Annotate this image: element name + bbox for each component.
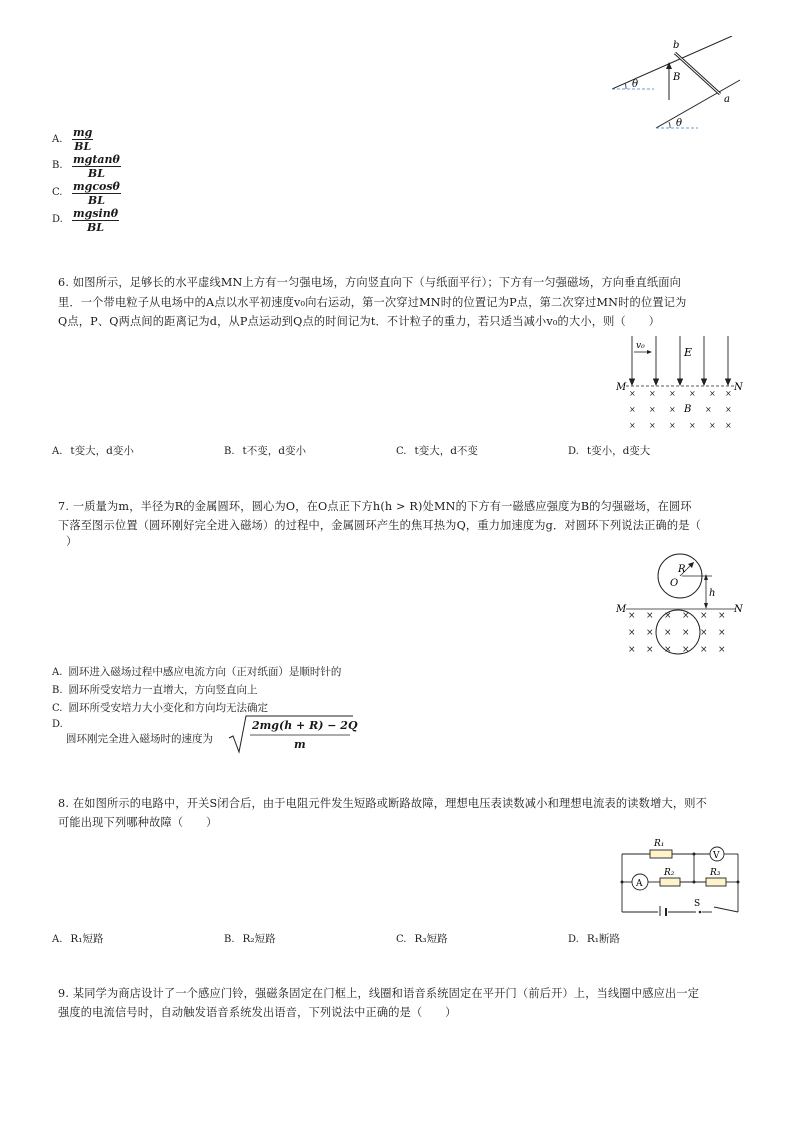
q7-option-d-text: 圆环刚完全进入磁场时的速度为 xyxy=(66,733,213,745)
q6-label-N: N xyxy=(734,382,743,393)
q8-option-a xyxy=(52,931,104,946)
q8-circuit-figure xyxy=(616,834,744,916)
svg-text:×: × xyxy=(689,389,696,398)
q8-label-R3: R₃ xyxy=(710,868,721,878)
q5-option-b-letter: B. xyxy=(52,160,63,171)
q7-stem-line3: ） xyxy=(66,535,78,548)
q8-label-A: A xyxy=(636,879,643,889)
svg-text:×: × xyxy=(629,389,636,398)
q7-option-c-letter: C. xyxy=(52,703,63,714)
q8-option-d xyxy=(568,931,620,946)
q5-label-a: a xyxy=(724,94,730,105)
q6-label-M: M xyxy=(616,382,627,393)
q5-option-b xyxy=(72,153,121,180)
q9-stem-line2: 强度的电流信号时，自动触发语音系统发出语音，下列说法中正确的是（ ） xyxy=(58,1006,457,1019)
q7-option-a xyxy=(52,664,341,679)
svg-text:×: × xyxy=(649,389,656,398)
svg-text:×: × xyxy=(628,611,636,621)
q5-option-a-den: BL xyxy=(72,139,93,153)
q5-label-b: b xyxy=(673,40,680,51)
svg-text:×: × xyxy=(628,628,636,638)
svg-text:×: × xyxy=(682,628,690,638)
q6-figure xyxy=(612,334,752,434)
q7-option-b-letter: B. xyxy=(52,685,63,696)
q5-label-B: B xyxy=(673,72,681,83)
svg-text:×: × xyxy=(646,611,654,621)
q8-label-S: S xyxy=(694,899,701,909)
q7-label-M: M xyxy=(616,604,627,615)
q6-option-a xyxy=(52,443,134,458)
svg-text:×: × xyxy=(664,611,672,621)
q5-option-d-letter: D. xyxy=(52,214,63,225)
q6-option-a-letter: A. xyxy=(52,446,63,457)
q8-option-c-letter: C. xyxy=(396,934,407,945)
q5-option-a-num: mg xyxy=(73,126,93,139)
q7-option-d-den: m xyxy=(294,738,306,751)
q8-label-R2: R₂ xyxy=(664,868,675,878)
q7-label-N: N xyxy=(734,604,743,615)
q6-option-c xyxy=(396,443,478,458)
svg-text:×: × xyxy=(725,389,732,398)
q5-option-c-den: BL xyxy=(72,193,121,207)
q7-option-b xyxy=(52,682,258,697)
q6-label-E: E xyxy=(684,346,693,359)
q8-option-b-text: R₂短路 xyxy=(242,933,276,945)
svg-text:×: × xyxy=(718,611,726,621)
q7-figure xyxy=(612,552,752,658)
svg-text:×: × xyxy=(629,421,636,430)
q8-option-b xyxy=(224,931,276,946)
svg-text:×: × xyxy=(664,628,672,638)
q5-option-c-letter: C. xyxy=(52,187,63,198)
q8-stem-line2: 可能出现下列哪种故障（ ） xyxy=(58,816,218,829)
svg-text:×: × xyxy=(725,405,732,414)
q6-option-c-text: t变大，d不变 xyxy=(414,445,478,457)
q7-option-a-text: 圆环进入磁场过程中感应电流方向（正对纸面）是顺时针的 xyxy=(68,666,342,678)
q8-label-V: V xyxy=(713,851,720,861)
q7-option-c-text: 圆环所受安培力大小变化和方向均无法确定 xyxy=(68,702,268,714)
q6-label-B: B xyxy=(684,404,692,415)
svg-text:×: × xyxy=(682,645,690,655)
q5-option-a-letter: A. xyxy=(52,134,63,145)
svg-text:×: × xyxy=(689,421,696,430)
svg-text:×: × xyxy=(649,421,656,430)
q5-label-theta1: θ xyxy=(632,79,639,90)
q6-option-b-letter: B. xyxy=(224,446,235,457)
svg-text:×: × xyxy=(669,389,676,398)
q5-option-d-num: mgsinθ xyxy=(73,207,119,220)
q7-stem-line1: 7. 一质量为m，半径为R的金属圆环，圆心为O，在O点正下方h(h > R)处MN的下方有一磁感应强度为B的匀强磁场，在圆环 xyxy=(58,500,692,513)
q6-option-b-text: t不变，d变小 xyxy=(242,445,306,457)
q5-option-c-num: mgcosθ xyxy=(73,180,120,193)
q8-option-a-letter: A. xyxy=(52,934,63,945)
svg-text:×: × xyxy=(718,645,726,655)
q7-option-d-num: 2mg(h + R) − 2Q xyxy=(252,719,358,732)
q7-label-O: O xyxy=(670,578,679,589)
q8-option-b-letter: B. xyxy=(224,934,235,945)
q8-option-c-text: R₃短路 xyxy=(414,933,448,945)
svg-text:×: × xyxy=(629,405,636,414)
q7-option-c xyxy=(52,700,268,715)
svg-text:×: × xyxy=(628,645,636,655)
q7-option-d-letter: D. xyxy=(52,719,63,730)
q7-stem-line2: 下落至图示位置（圆环刚好完全进入磁场）的过程中，金属圆环产生的焦耳热为Q，重力加速度为g．对圆环下列说法正确的是（ xyxy=(58,519,702,532)
q7-option-a-letter: A. xyxy=(52,667,63,678)
q9-stem-line1: 9. 某同学为商店设计了一个感应门铃，强磁条固定在门框上，线圈和语音系统固定在平开门（前后开）上，当线圈中感应出一定 xyxy=(58,987,700,1000)
q6-stem-line2: 里．一个带电粒子从电场中的A点以水平初速度v₀向右运动，第一次穿过MN时的位置记为P点，第二次穿过MN时的位置记为 xyxy=(58,296,687,309)
svg-text:×: × xyxy=(664,645,672,655)
svg-text:×: × xyxy=(646,628,654,638)
q5-label-theta2: θ xyxy=(676,118,683,129)
svg-text:×: × xyxy=(705,405,712,414)
q5-option-a xyxy=(72,126,93,153)
q8-stem-line1: 8. 在如图所示的电路中，开关S闭合后，由于电阻元件发生短路或断路故障，理想电压表读数减小和理想电流表的读数增大，则不 xyxy=(58,797,708,810)
svg-text:×: × xyxy=(669,405,676,414)
q8-option-c xyxy=(396,931,448,946)
q8-label-R1: R₁ xyxy=(654,839,665,849)
svg-text:×: × xyxy=(682,611,690,621)
q5-option-d xyxy=(72,207,119,234)
svg-text:×: × xyxy=(700,628,708,638)
q8-option-a-text: R₁短路 xyxy=(70,933,104,945)
q6-option-c-letter: C. xyxy=(396,446,407,457)
svg-text:×: × xyxy=(725,421,732,430)
q5-option-c xyxy=(72,180,121,207)
svg-text:×: × xyxy=(649,405,656,414)
svg-text:×: × xyxy=(709,389,716,398)
q5-option-d-den: BL xyxy=(72,220,119,234)
q8-option-d-text: R₁断路 xyxy=(586,933,620,945)
q6-option-d-letter: D. xyxy=(568,446,579,457)
q7-label-R: R xyxy=(678,564,686,575)
q6-stem-line1: 6. 如图所示，足够长的水平虚线MN上方有一匀强电场，方向竖直向下（与纸面平行）；下方有一匀强磁场，方向垂直纸面向 xyxy=(58,276,682,289)
svg-text:×: × xyxy=(700,645,708,655)
q7-label-h: h xyxy=(709,588,716,599)
q6-option-d-text: t变小，d变大 xyxy=(586,445,651,457)
svg-text:×: × xyxy=(700,611,708,621)
svg-text:×: × xyxy=(646,645,654,655)
q5-option-b-num: mgtanθ xyxy=(73,153,120,166)
svg-text:×: × xyxy=(669,421,676,430)
svg-text:×: × xyxy=(718,628,726,638)
q5-option-b-den: BL xyxy=(72,166,121,180)
svg-text:×: × xyxy=(709,421,716,430)
q6-option-d xyxy=(568,443,650,458)
q6-option-a-text: t变大，d变小 xyxy=(70,445,134,457)
q8-option-d-letter: D. xyxy=(568,934,579,945)
q6-option-b xyxy=(224,443,306,458)
q6-label-v0: v₀ xyxy=(636,341,645,351)
q7-option-b-text: 圆环所受安培力一直增大，方向竖直向上 xyxy=(68,684,258,696)
q6-stem-line3: Q点，P、Q两点间的距离记为d，从P点运动到Q点的时间记为t．不计粒子的重力，若只适当减小v₀的大小，则（ ） xyxy=(58,315,661,328)
q5-figure xyxy=(612,36,752,132)
